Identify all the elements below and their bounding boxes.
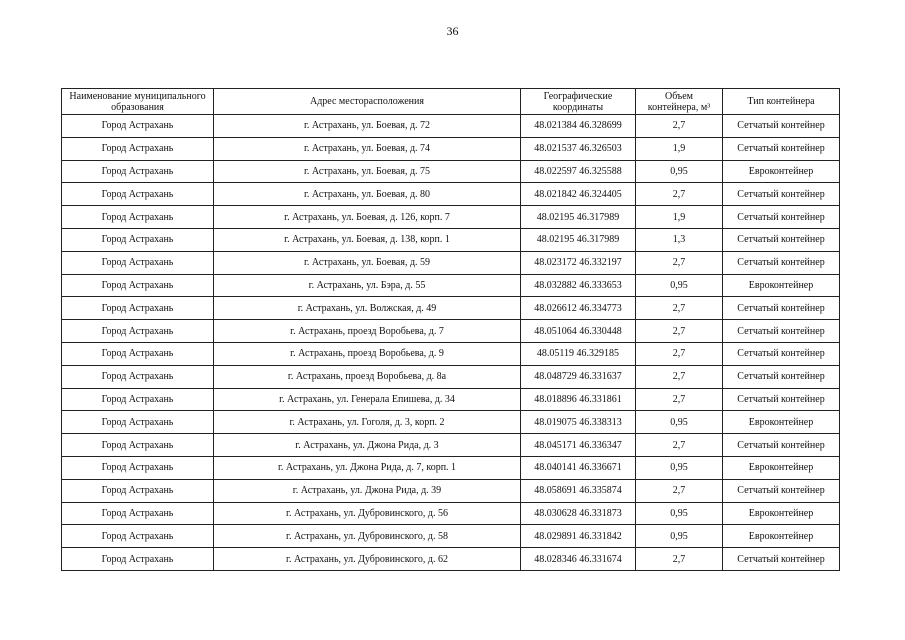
- cell-container-type: Евроконтейнер: [723, 456, 840, 479]
- cell-volume: 2,7: [636, 115, 723, 138]
- cell-container-type: Сетчатый контейнер: [723, 434, 840, 457]
- cell-address: г. Астрахань, ул. Гоголя, д. 3, корп. 2: [214, 411, 521, 434]
- cell-container-type: Сетчатый контейнер: [723, 342, 840, 365]
- cell-municipality: Город Астрахань: [62, 115, 214, 138]
- table-row: [62, 206, 840, 229]
- table-body: [62, 115, 840, 571]
- cell-container-type: Сетчатый контейнер: [723, 320, 840, 343]
- cell-coordinates: 48.028346 46.331674: [521, 548, 636, 571]
- table-row: [62, 525, 840, 548]
- cell-municipality: Город Астрахань: [62, 274, 214, 297]
- cell-coordinates: 48.058691 46.335874: [521, 479, 636, 502]
- table-row: [62, 456, 840, 479]
- table-row: [62, 160, 840, 183]
- cell-container-type: Сетчатый контейнер: [723, 228, 840, 251]
- table-row: [62, 479, 840, 502]
- cell-municipality: Город Астрахань: [62, 456, 214, 479]
- header-container-type: Тип контейнера: [723, 89, 840, 115]
- cell-coordinates: 48.030628 46.331873: [521, 502, 636, 525]
- cell-address: г. Астрахань, ул. Боевая, д. 59: [214, 251, 521, 274]
- cell-address: г. Астрахань, ул. Дубровинского, д. 56: [214, 502, 521, 525]
- table-row: [62, 342, 840, 365]
- cell-coordinates: 48.051064 46.330448: [521, 320, 636, 343]
- table-row: [62, 115, 840, 138]
- cell-container-type: Сетчатый контейнер: [723, 206, 840, 229]
- cell-municipality: Город Астрахань: [62, 411, 214, 434]
- cell-container-type: Сетчатый контейнер: [723, 365, 840, 388]
- cell-address: г. Астрахань, ул. Джона Рида, д. 3: [214, 434, 521, 457]
- cell-coordinates: 48.048729 46.331637: [521, 365, 636, 388]
- cell-address: г. Астрахань, ул. Джона Рида, д. 39: [214, 479, 521, 502]
- cell-address: г. Астрахань, проезд Воробьева, д. 7: [214, 320, 521, 343]
- cell-municipality: Город Астрахань: [62, 228, 214, 251]
- cell-address: г. Астрахань, проезд Воробьева, д. 9: [214, 342, 521, 365]
- cell-address: г. Астрахань, ул. Боевая, д. 126, корп. 7: [214, 206, 521, 229]
- cell-volume: 2,7: [636, 434, 723, 457]
- cell-municipality: Город Астрахань: [62, 160, 214, 183]
- cell-volume: 0,95: [636, 411, 723, 434]
- container-registry-table: [61, 88, 840, 571]
- cell-coordinates: 48.02195 46.317989: [521, 206, 636, 229]
- cell-volume: 2,7: [636, 342, 723, 365]
- cell-municipality: Город Астрахань: [62, 525, 214, 548]
- cell-address: г. Астрахань, ул. Дубровинского, д. 62: [214, 548, 521, 571]
- cell-container-type: Сетчатый контейнер: [723, 251, 840, 274]
- cell-municipality: Город Астрахань: [62, 251, 214, 274]
- cell-container-type: Сетчатый контейнер: [723, 548, 840, 571]
- cell-coordinates: 48.023172 46.332197: [521, 251, 636, 274]
- cell-volume: 1,9: [636, 206, 723, 229]
- cell-municipality: Город Астрахань: [62, 297, 214, 320]
- header-coordinates: Географические координаты: [521, 89, 636, 115]
- table-row: [62, 548, 840, 571]
- table-row: [62, 502, 840, 525]
- cell-coordinates: 48.021537 46.326503: [521, 137, 636, 160]
- cell-container-type: Сетчатый контейнер: [723, 115, 840, 138]
- cell-container-type: Евроконтейнер: [723, 502, 840, 525]
- header-address: Адрес месторасположения: [214, 89, 521, 115]
- cell-address: г. Астрахань, ул. Боевая, д. 75: [214, 160, 521, 183]
- cell-municipality: Город Астрахань: [62, 320, 214, 343]
- cell-container-type: Евроконтейнер: [723, 274, 840, 297]
- cell-municipality: Город Астрахань: [62, 502, 214, 525]
- cell-volume: 0,95: [636, 525, 723, 548]
- cell-container-type: Сетчатый контейнер: [723, 388, 840, 411]
- cell-coordinates: 48.02195 46.317989: [521, 228, 636, 251]
- cell-container-type: Сетчатый контейнер: [723, 297, 840, 320]
- table-row: [62, 228, 840, 251]
- cell-address: г. Астрахань, ул. Дубровинского, д. 58: [214, 525, 521, 548]
- cell-volume: 2,7: [636, 479, 723, 502]
- cell-municipality: Город Астрахань: [62, 342, 214, 365]
- cell-municipality: Город Астрахань: [62, 548, 214, 571]
- cell-address: г. Астрахань, ул. Бэра, д. 55: [214, 274, 521, 297]
- cell-address: г. Астрахань, проезд Воробьева, д. 8а: [214, 365, 521, 388]
- cell-coordinates: 48.022597 46.325588: [521, 160, 636, 183]
- table-row: [62, 365, 840, 388]
- cell-volume: 2,7: [636, 548, 723, 571]
- cell-coordinates: 48.021384 46.328699: [521, 115, 636, 138]
- cell-address: г. Астрахань, ул. Генерала Епишева, д. 34: [214, 388, 521, 411]
- table-header-row: [62, 89, 840, 115]
- cell-volume: 1,9: [636, 137, 723, 160]
- cell-address: г. Астрахань, ул. Боевая, д. 74: [214, 137, 521, 160]
- cell-volume: 2,7: [636, 297, 723, 320]
- cell-coordinates: 48.032882 46.333653: [521, 274, 636, 297]
- cell-volume: 0,95: [636, 456, 723, 479]
- cell-container-type: Евроконтейнер: [723, 160, 840, 183]
- cell-municipality: Город Астрахань: [62, 388, 214, 411]
- cell-municipality: Город Астрахань: [62, 479, 214, 502]
- table-row: [62, 434, 840, 457]
- cell-container-type: Сетчатый контейнер: [723, 137, 840, 160]
- table-row: [62, 251, 840, 274]
- cell-coordinates: 48.029891 46.331842: [521, 525, 636, 548]
- table-row: [62, 388, 840, 411]
- cell-container-type: Сетчатый контейнер: [723, 479, 840, 502]
- table-row: [62, 297, 840, 320]
- cell-volume: 1,3: [636, 228, 723, 251]
- cell-volume: 2,7: [636, 320, 723, 343]
- cell-container-type: Евроконтейнер: [723, 525, 840, 548]
- cell-coordinates: 48.05119 46.329185: [521, 342, 636, 365]
- table-row: [62, 411, 840, 434]
- cell-volume: 2,7: [636, 388, 723, 411]
- cell-coordinates: 48.019075 46.338313: [521, 411, 636, 434]
- table-row: [62, 274, 840, 297]
- cell-container-type: Евроконтейнер: [723, 411, 840, 434]
- cell-coordinates: 48.018896 46.331861: [521, 388, 636, 411]
- header-volume: Объем контейнера, м³: [636, 89, 723, 115]
- cell-address: г. Астрахань, ул. Джона Рида, д. 7, корп. 1: [214, 456, 521, 479]
- cell-municipality: Город Астрахань: [62, 137, 214, 160]
- header-municipality: Наименование муниципального образования: [62, 89, 214, 115]
- cell-volume: 0,95: [636, 160, 723, 183]
- cell-municipality: Город Астрахань: [62, 365, 214, 388]
- table-row: [62, 320, 840, 343]
- cell-coordinates: 48.021842 46.324405: [521, 183, 636, 206]
- cell-municipality: Город Астрахань: [62, 206, 214, 229]
- cell-municipality: Город Астрахань: [62, 183, 214, 206]
- cell-address: г. Астрахань, ул. Боевая, д. 138, корп. 1: [214, 228, 521, 251]
- table-row: [62, 137, 840, 160]
- cell-coordinates: 48.026612 46.334773: [521, 297, 636, 320]
- table-row: [62, 183, 840, 206]
- cell-address: г. Астрахань, ул. Волжская, д. 49: [214, 297, 521, 320]
- cell-address: г. Астрахань, ул. Боевая, д. 80: [214, 183, 521, 206]
- cell-coordinates: 48.040141 46.336671: [521, 456, 636, 479]
- cell-volume: 2,7: [636, 183, 723, 206]
- cell-volume: 2,7: [636, 365, 723, 388]
- page-number: 36: [446, 24, 459, 38]
- cell-volume: 0,95: [636, 274, 723, 297]
- cell-address: г. Астрахань, ул. Боевая, д. 72: [214, 115, 521, 138]
- cell-volume: 0,95: [636, 502, 723, 525]
- cell-volume: 2,7: [636, 251, 723, 274]
- cell-container-type: Сетчатый контейнер: [723, 183, 840, 206]
- cell-coordinates: 48.045171 46.336347: [521, 434, 636, 457]
- cell-municipality: Город Астрахань: [62, 434, 214, 457]
